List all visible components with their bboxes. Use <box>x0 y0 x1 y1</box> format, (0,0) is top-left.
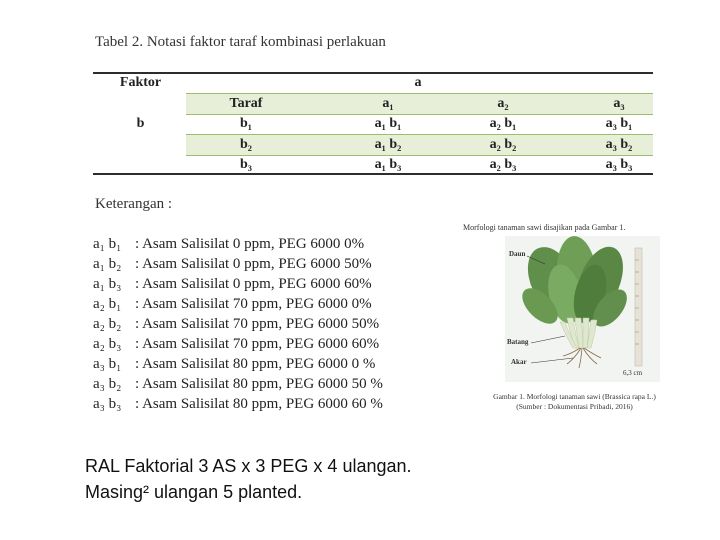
figure-intro-text: Morfologi tanaman sawi disajikan pada Gambar 1. <box>463 223 626 232</box>
b-level: b₁ <box>240 116 252 131</box>
treatment-desc: : Asam Salisilat 80 ppm, PEG 6000 50 % <box>135 376 383 392</box>
label-batang: Batang <box>507 338 529 346</box>
table-row <box>186 135 653 155</box>
level-a2: a₂ <box>497 96 509 111</box>
list-item <box>93 236 364 253</box>
taraf-header-row <box>186 94 653 114</box>
factor-b-label: b <box>136 116 145 131</box>
treatment-code: a₁ b₁ <box>93 236 122 252</box>
table-bottom-rule <box>93 173 653 175</box>
treatment-desc: : Asam Salisilat 80 ppm, PEG 6000 0 % <box>135 356 376 372</box>
treatment-table <box>93 72 653 175</box>
faktor-header: Faktor <box>119 75 162 90</box>
treatment-desc: : Asam Salisilat 0 ppm, PEG 6000 60% <box>135 276 372 292</box>
treatment-code: a₁ b₂ <box>93 256 122 272</box>
keterangan-title: Keterangan : <box>95 196 173 212</box>
table-cell: a₁ b₁ <box>374 116 402 131</box>
treatment-desc: : Asam Salisilat 70 ppm, PEG 6000 60% <box>135 336 380 352</box>
treatment-desc: : Asam Salisilat 0 ppm, PEG 6000 0% <box>135 236 365 252</box>
caption-line: Gambar 1. Morfologi tanaman sawi (Brassica rapa L.) <box>493 392 656 401</box>
table-cell: a₂ b₂ <box>489 137 517 152</box>
taraf-label: Taraf <box>229 96 263 111</box>
list-item <box>93 396 383 413</box>
treatment-desc: : Asam Salisilat 70 ppm, PEG 6000 0% <box>135 296 372 312</box>
list-item <box>93 276 372 293</box>
plant-photo <box>505 236 660 382</box>
list-item <box>93 336 379 353</box>
b-level: b₂ <box>240 137 252 152</box>
treatment-code: a₃ b₂ <box>93 376 122 392</box>
treatment-code: a₃ b₃ <box>93 396 122 412</box>
level-a1: a₁ <box>382 96 394 111</box>
label-scale: 6,3 cm <box>623 369 643 377</box>
design-notes <box>85 453 412 505</box>
table-cell: a₁ b₃ <box>374 157 402 172</box>
list-item <box>93 356 375 373</box>
treatment-desc: : Asam Salisilat 0 ppm, PEG 6000 50% <box>135 256 372 272</box>
label-akar: Akar <box>511 358 527 366</box>
treatment-code: a₂ b₃ <box>93 336 122 352</box>
treatment-code: a₂ b₁ <box>93 296 122 312</box>
treatment-code: a₁ b₃ <box>93 276 122 292</box>
label-daun: Daun <box>509 250 526 258</box>
caption-source: (Sumber : Dokumentasi Pribadi, 2016) <box>516 402 633 411</box>
table-cell: a₃ b₂ <box>605 137 633 152</box>
level-a3: a₃ <box>613 96 625 111</box>
b-level: b₃ <box>240 157 252 172</box>
table-row <box>186 155 653 175</box>
mustard-plant-illustration <box>505 236 660 382</box>
table-cell: a₂ b₃ <box>489 157 517 172</box>
factor-a-header: a <box>414 75 422 90</box>
table-cell: a₁ b₂ <box>374 137 402 152</box>
list-item <box>93 316 379 333</box>
note-line: RAL Faktorial 3 AS x 3 PEG x 4 ulangan. <box>85 456 412 476</box>
table-row <box>186 114 653 134</box>
list-item <box>93 376 383 393</box>
note-line: Masing² ulangan 5 planted. <box>85 482 303 502</box>
list-item <box>93 296 372 313</box>
treatment-desc: : Asam Salisilat 80 ppm, PEG 6000 60 % <box>135 396 383 412</box>
treatment-code: a₂ b₂ <box>93 316 122 332</box>
treatment-code: a₃ b₁ <box>93 356 122 372</box>
table-cell: a₃ b₃ <box>605 157 633 172</box>
figure-caption <box>472 392 677 412</box>
table-cell: a₂ b₁ <box>489 116 517 131</box>
treatment-desc: : Asam Salisilat 70 ppm, PEG 6000 50% <box>135 316 380 332</box>
list-item <box>93 256 372 273</box>
table-cell: a₃ b₁ <box>605 116 633 131</box>
table-title: Tabel 2. Notasi faktor taraf kombinasi perlakuan <box>95 34 386 50</box>
